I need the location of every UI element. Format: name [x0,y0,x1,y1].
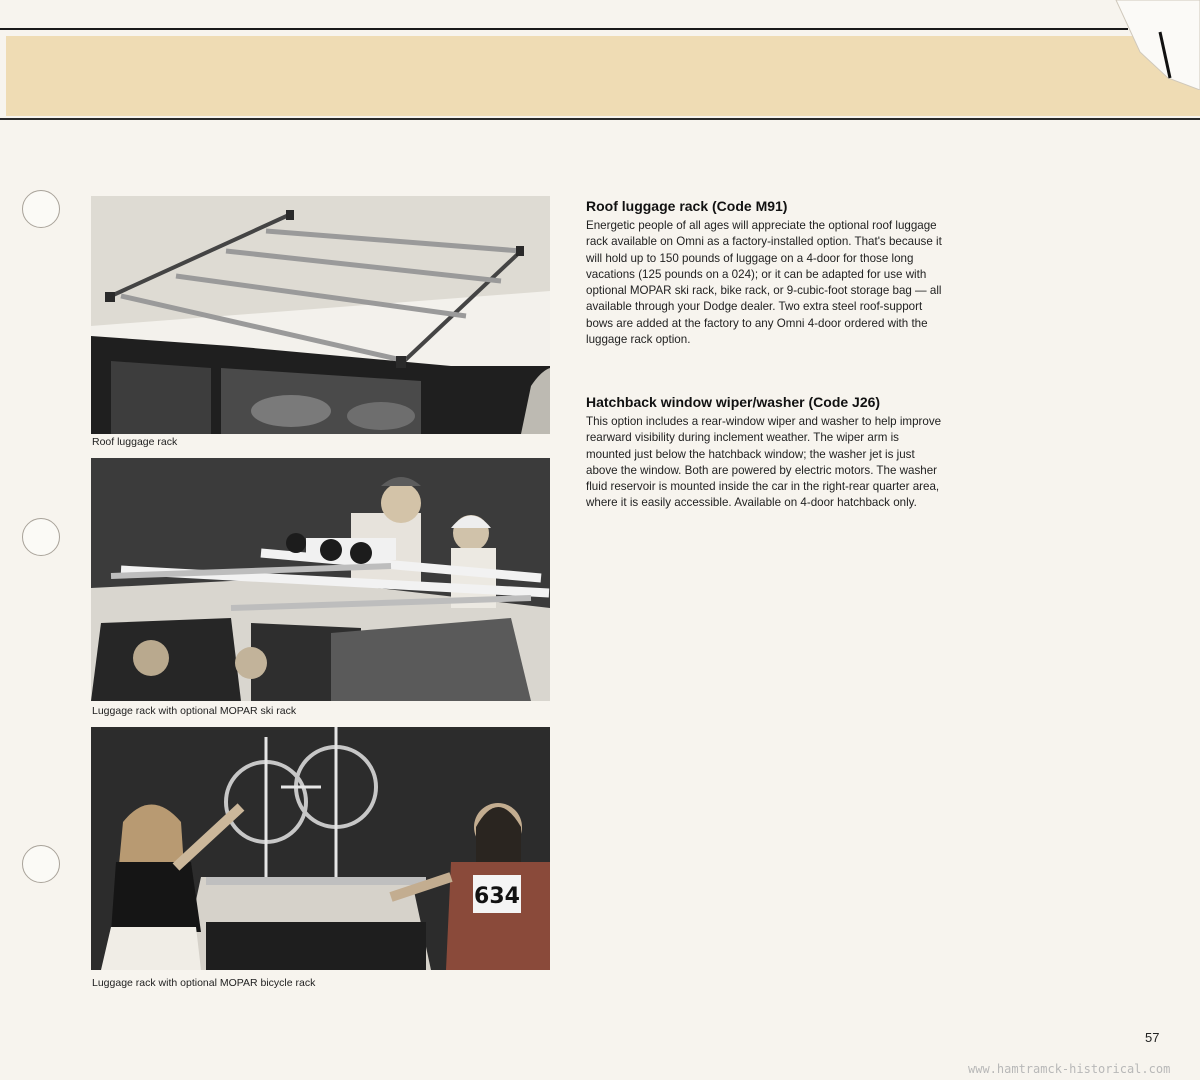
body-line: bows are added at the factory to any Omni 4-door ordered with the [586,316,928,330]
body-line: Energetic people of all ages will appreciate the optional roof luggage [586,219,937,232]
body-line: rearward visibility during inclement weather. The wiper arm is [586,431,899,445]
body-line: above the window. Both are powered by electric motors. The washer [586,463,938,477]
body-line: This option includes a rear-window wiper and washer to help improve [586,415,942,428]
body-line: available through your Dodge dealer. Two extra steel roof-support [586,300,923,314]
watermark-url: www.hamtramck-historical.com [968,1062,1171,1076]
binder-hole-top [22,190,60,228]
binder-hole-bottom [22,845,60,883]
header-band [6,36,1200,116]
caption-photo-1: Roof luggage rack [92,436,178,448]
section-heading: Roof luggage rack (Code M91) [586,198,788,214]
section-roof-luggage-rack [586,198,1016,348]
body-line: optional MOPAR ski rack, bike rack, or 9-cubic-foot storage bag — all [586,284,942,298]
body-line: will hold up to 150 pounds of luggage on a 4-door for those long [586,251,914,265]
section-heading: Hatchback window wiper/washer (Code J26) [586,394,881,410]
body-line: rack available on Omni as a factory-installed option. That's because it [586,235,942,249]
binder-hole-middle [22,518,60,556]
band-rule [0,118,1200,120]
page-number: 57 [1145,1030,1160,1045]
body-line: where it is easily accessible. Available on 4-door hatchback only. [586,496,917,510]
body-line: luggage rack option. [586,333,691,347]
body-line: vacations (125 pounds on a 024); or it can be adapted for use with [586,267,927,281]
body-line: mounted just below the hatchback window; the washer jet is just [586,447,915,461]
top-rule [0,28,1128,30]
page-corner-curl [1110,0,1200,90]
photo-bicycle-rack [91,727,550,970]
race-bib-number: 634 [474,884,520,909]
caption-photo-2: Luggage rack with optional MOPAR ski rack [92,705,297,717]
body-line: fluid reservoir is mounted inside the car in the right-rear quarter area, [586,480,940,494]
photo-ski-rack [91,458,550,701]
section-hatchback-wiper-washer [586,394,1016,512]
caption-photo-3: Luggage rack with optional MOPAR bicycle rack [92,977,316,989]
photo-roof-luggage-rack [91,196,550,434]
